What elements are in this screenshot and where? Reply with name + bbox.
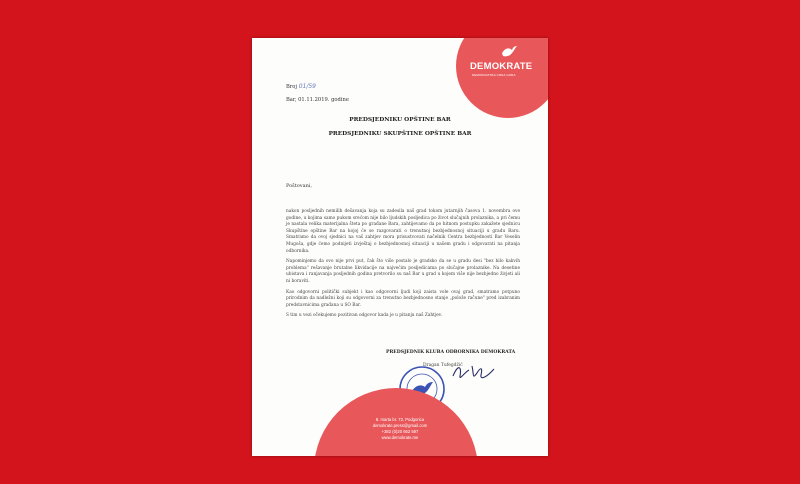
place-date: Bar, 01.11.2019. godine	[286, 97, 349, 103]
footer-address: 8. marta br. 72, Podgorica	[375, 417, 425, 422]
title-recipient-2: PREDSJEDNIKU SKUPŠTINE OPŠTINE BAR	[328, 131, 472, 137]
dove-logo-icon	[500, 44, 518, 60]
paragraph: Kao odgovorni politički subjekt i kao odgovorni ljudi koji zaista vole ovaj grad, smatramo potpuno prirodnim da nadležni koji su odgovorni za trenutno bezbjednosno stanje „polože račune" pred izabranim predstavnicima građana u SO Bar.	[286, 289, 520, 308]
footer-phone: +382 (0)20 662 597	[381, 429, 419, 434]
handwritten-signature-icon	[450, 360, 498, 384]
logo-name: DEMOKRATE	[470, 61, 533, 72]
letter-document	[252, 38, 548, 456]
logo-subtitle: DEMOKRATSKA CRNA GORA	[472, 73, 516, 77]
salutation: Poštovani,	[286, 183, 312, 189]
footer-website: www.demokrate.me	[381, 435, 419, 440]
paragraph: nakon posljednih nemilih dešavanja koja su zadesila naš grad tokom jutarnjih časova 1. novembra ove godine, u kojima samo pukom srećom nije bilo ljudskih posljedica po život slučajnih prolaznika, a pri čemu je nastala velika materijalna šteta po građane Bara, zahtijevamo da po hitnom postupku zakažete sjednicu Skupštine opštine Bar na kojoj će se razgovarati o trenutnoj bezbjednosnoj situaciji u gradu Baru. Smatramo da ovoj sjednici na vaš zahtjev mora prisustvovati načelnik Centra bezbjednosti Bar Veselin Mugoša, gdje ćemo podnijeti izvještaj o bezbjednosnoj situaciji u našem gradu i odgovarati na pitanja odbornika.	[286, 209, 520, 254]
letter-body	[286, 209, 520, 324]
broj-handwritten: 01/59	[298, 83, 316, 90]
paragraph: Napominjemo da ovo nije prvi put, čak što više postalo je gradsko da se u gradu desi "bez bilo kakvih problema" rešavanje brutalne likvidacije na najvećim posljedicama po slučajne prolaznike. Na desetine ubistava i ranjavanja posljednih godina pretvorilo su naš Bar u grad u kojem više nije bezbjedno živjeti ali ni boraviti.	[286, 259, 520, 284]
signatory-name: Dragan Tufegdžić	[423, 363, 463, 368]
reference-number	[286, 83, 316, 90]
title-recipient-1: PREDSJEDNIKU OPŠTINE BAR	[349, 117, 451, 123]
broj-label: Broj	[286, 84, 298, 90]
footer-email: demokrate.press@gmail.com	[372, 423, 428, 428]
signatory-title: PREDSJEDNIK KLUBA ODBORNIKA DEMOKRATA	[386, 350, 516, 355]
paragraph: S tim u vezi očekujemo pozitivan odgovor kada je u pitanju naš Zahtjev.	[286, 313, 443, 319]
